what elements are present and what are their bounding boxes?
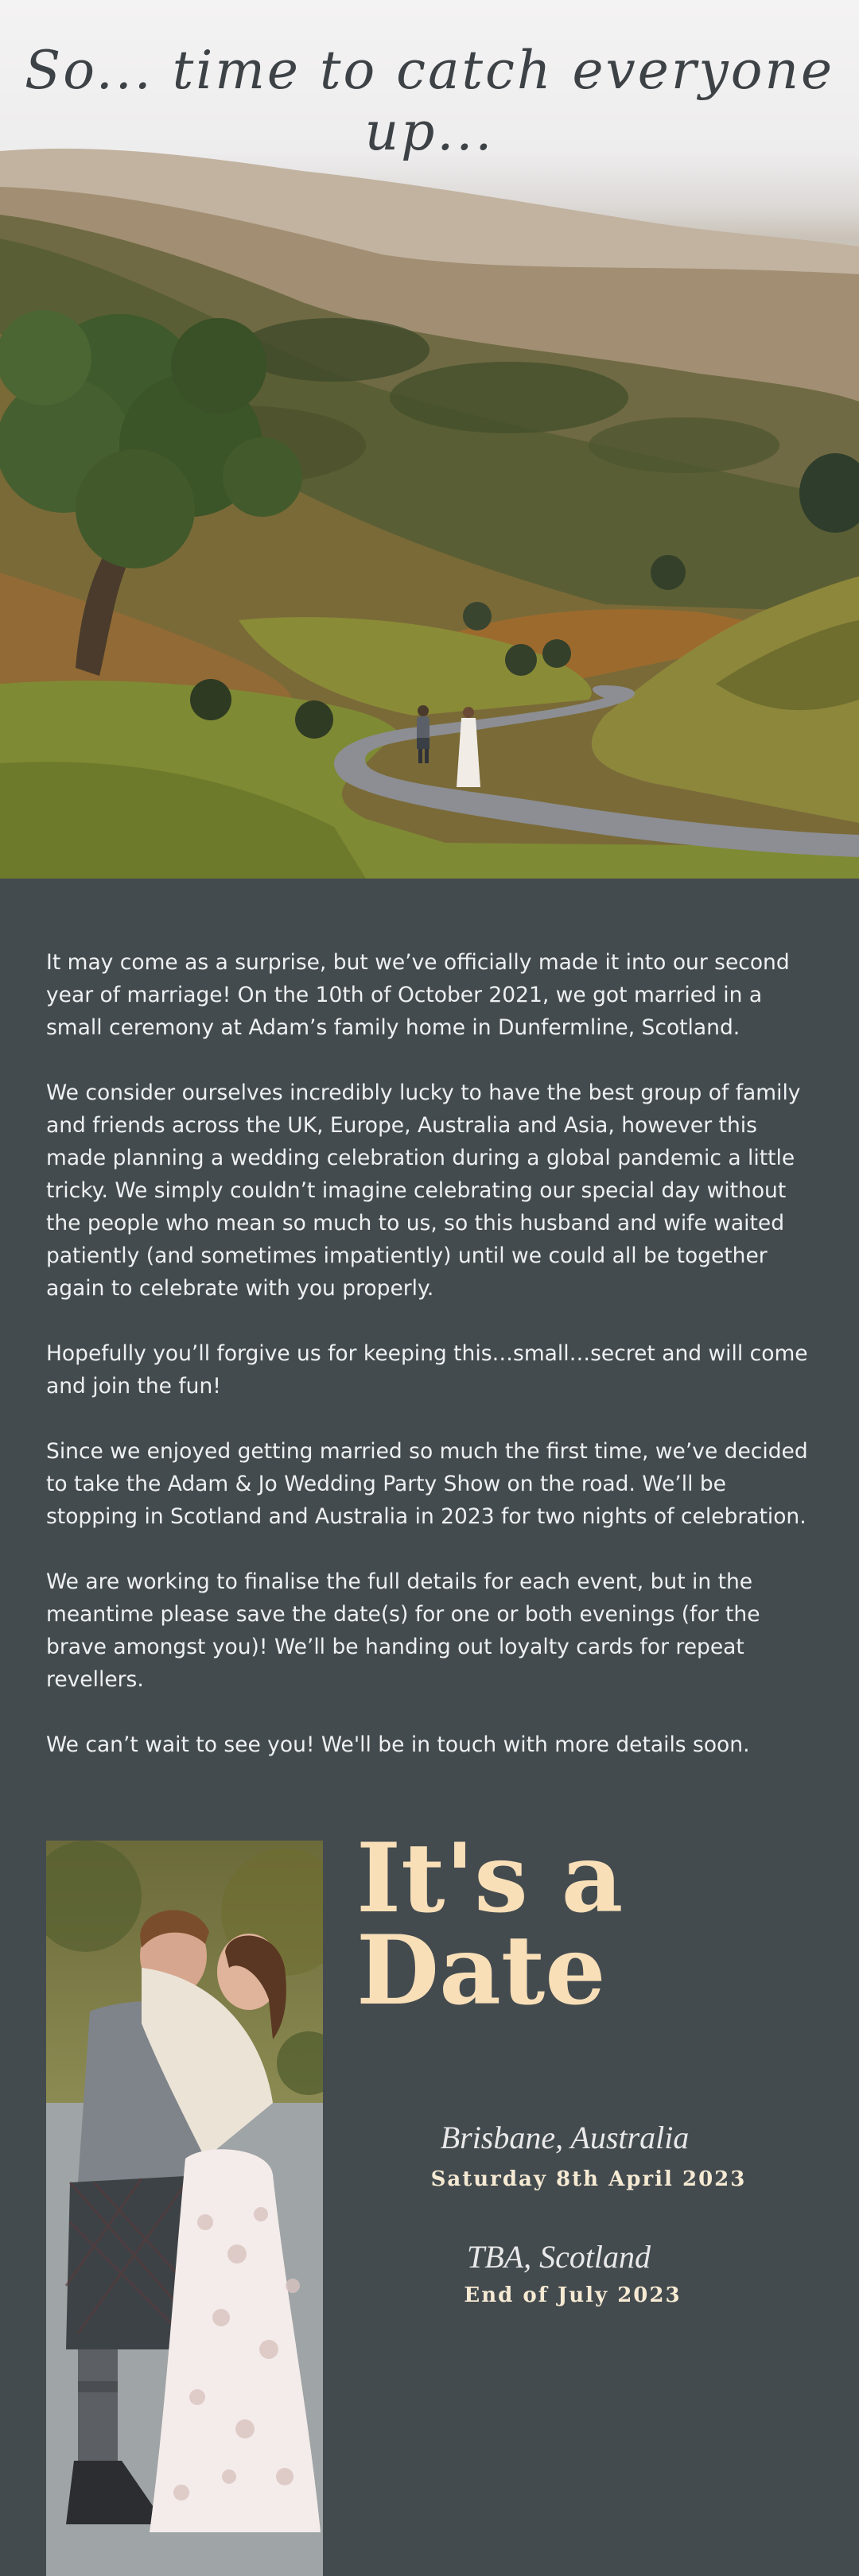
story-section [46, 946, 822, 1794]
event-date: End of July 2023 [464, 2283, 682, 2307]
story-paragraph: It may come as a surprise, but we’ve officially made it into our second year of marriage! On the 10th of October 2021, we got married in a small ceremony at Adam’s family home in Dunfermline, Scotland. [46, 950, 790, 1040]
heading-line-1: It's a [356, 1822, 624, 1934]
event-scotland [414, 2238, 764, 2307]
event-place: TBA, Scotland [466, 2239, 651, 2275]
story-paragraph: We are working to finalise the full details for each event, but in the meantime please save the date(s) for one or both evenings (for the brave amongst you)! We’ll be handing out loyalty cards for repeat revellers. [46, 1569, 760, 1692]
story-paragraph: Since we enjoyed getting married so much the first time, we’ve decided to take the Adam & Jo Wedding Party Show on the road. We’ll be stopping in Scotland and Australia in 2023 for two nights of celebration. [46, 1439, 808, 1529]
event-date: Saturday 8th April 2023 [430, 2167, 747, 2191]
hero-section [0, 0, 859, 879]
event-place: Brisbane, Australia [440, 2120, 690, 2155]
story-paragraph: We can’t wait to see you! We'll be in touch with more details soon. [46, 1732, 750, 1757]
hero-title: So... time to catch everyone up... [24, 40, 835, 162]
event-brisbane [414, 2119, 764, 2191]
couple-embrace-photo [46, 1841, 323, 2576]
heading-line-2: Date [356, 1915, 606, 2027]
its-a-date-heading [356, 1822, 802, 2027]
story-paragraph: Hopefully you’ll forgive us for keeping this…small…secret and will come and join the fun! [46, 1341, 808, 1399]
story-paragraph: We consider ourselves incredibly lucky to have the best group of family and friends across the UK, Europe, Australia and Asia, however this made planning a wedding celebration during a global pandemic a little tricky. We simply couldn’t imagine celebrating our special day without the people who mean so much to us, so this husband and wife waited patiently (and sometimes impatiently) until we could all be together again to celebrate with you properly. [46, 1080, 801, 1301]
